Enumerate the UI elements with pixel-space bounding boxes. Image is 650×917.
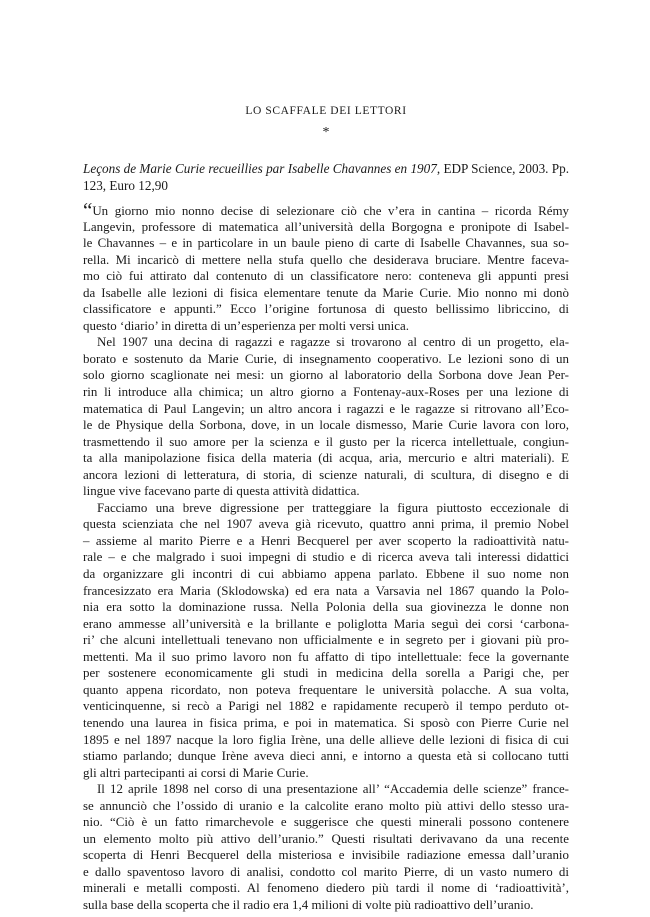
text-line: nia era sotto la dominazione russa. Nella Polonia della sua giovinezza le donne non	[83, 599, 569, 615]
book-citation	[83, 161, 569, 194]
text-line: rella. Mi incaricò di mettere nella stufa quello che desiderava bruciare. Mentre faceva-	[83, 251, 569, 267]
paragraph	[83, 500, 569, 781]
text-line: un elemento molto più attivo dell’uranio.” Questi risultati derivavano da una recente	[83, 830, 569, 846]
text-line: questo ‘diario’ in diretta di un’esperienza per molti versi unica.	[83, 317, 409, 333]
text-line: tenendo una laurea in fisica prima, e poi in matematica. Si sposò con Pierre Curie nel	[83, 714, 569, 730]
text-line: trasmettendo il suo amore per la scienza e il gusto per la ricerca intellettuale, congiun-	[83, 433, 569, 449]
text-line: 1895 e nel 1897 nacque la loro figlia Irène, una delle allieve delle lezioni di fisica di cui	[83, 731, 569, 747]
opening-quote: “	[83, 198, 93, 222]
paragraph	[83, 781, 569, 913]
text-line: da Isabelle alle lezioni di fisica elementare tenute da Marie Curie. Mio nonno mi donò	[83, 284, 569, 300]
text-line: matematica di Paul Langevin; un altro ancora i ragazzi e le ragazze si ritrovano all’Eco-	[83, 400, 569, 416]
text-line: le Chavannes – e in particolare in un baule pieno di carte di Isabelle Chavannes, sua so-	[83, 235, 569, 251]
text-line: ancora lezioni di letteratura, di storia, di scienze naturali, di scultura, di disegno e di	[83, 466, 569, 482]
text-line: – assieme al marito Pierre e a Henri Becquerel per aver scoperto la radioattività natu-	[83, 532, 569, 548]
text-line: questa scienziata che nel 1907 aveva già ricevuto, quattro anni prima, il premio Nobel	[83, 516, 569, 532]
section-ornament: *	[322, 125, 330, 140]
text-line: quanto appena ricordato, non poteva frequentare le università polacche. A sua volta,	[83, 681, 569, 697]
text-line: da organizzare gli incontri di cui abbiamo appena parlato. Ebbene il suo nome non	[83, 566, 569, 582]
review-body	[83, 198, 569, 914]
text-line: stiamo parlando; dunque Irène aveva dieci anni, e intorno a questa età si collocano tutti	[83, 748, 569, 764]
text-line: rin li introduce alla chimica; un altro giorno a Fontenay-aux-Roses per una lezione di	[83, 384, 569, 400]
text-line: se annunciò che l’ossido di uranio e la calcolite erano molto più attivi dello stesso ura-	[83, 797, 569, 813]
text-line: mo ciò fui attirato dal contenuto di un classificatore nero: conteneva gli appunti presi	[83, 268, 569, 284]
book-title: Leçons de Marie Curie recueillies par Isabelle Chavannes en 1907	[83, 161, 437, 176]
text-line: solo giorno scaglionate nei mesi: un giorno al laboratorio della Sorbona dove Jean Per-	[83, 367, 569, 383]
text-line: classificatore e appunti.” Ecco l’origine fortunosa di questo bellissimo libriccino, di	[83, 301, 569, 317]
text-line: Il 12 aprile 1898 nel corso di una presentazione all’ “Accademia delle scienze” france-	[97, 781, 569, 797]
text-line: nio. “Ciò è un fatto rimarchevole e suggerisce che questi minerali possono contenere	[83, 814, 569, 830]
text-line: minerali e metalli composti. Al fenomeno diedero più tardi il nome di ‘radioattività’,	[83, 880, 569, 896]
text-line: erano ammesse all’università e la brillante e poliglotta Maria seguì dei corsi ‘carbona-	[83, 615, 569, 631]
text-line: francesizzato era Maria (Sklodowska) ed era nata a Varsavia nel 1867 quando la Polo-	[83, 582, 569, 598]
text-line: e dallo spaventoso lavoro di analisi, condotto col marito Pierre, di un vasto numero di	[83, 863, 569, 879]
text-line: scoperta di Henri Becquerel della misteriosa e invisibile radiazione emessa dall’uranio	[83, 847, 569, 863]
text-line: borato e sostenuto da Marie Curie, di insegnamento cooperativo. Le lezioni sono di un	[83, 350, 569, 366]
text-line: ta alla manipolazione fisica della materia (di acqua, aria, mercurio e altri materiali). E	[83, 450, 569, 466]
text-line: per sostenere economicamente gli studi in medicina della sorella a Parigi che, per	[83, 665, 569, 681]
text-line: venticinquenne, si recò a Parigi nel 1882 e rapidamente recuperò il tempo perduto ot-	[83, 698, 569, 714]
first-line-text: Un giorno mio nonno decise di selezionare ciò che v’era in cantina – ricorda Rémy	[92, 203, 569, 218]
text-line: lingue vive facevano parte di questa attività didattica.	[83, 483, 360, 499]
paragraph	[83, 198, 569, 334]
text-line: gli altri partecipanti ai corsi di Marie Curie.	[83, 764, 309, 780]
text-line: mettenti. Ma il suo primo lavoro non fu affatto di tipo intellettuale: fece la governante	[83, 648, 569, 664]
running-title: LO SCAFFALE DEI LETTORI	[245, 105, 407, 117]
book-details: , EDP Science, 2003. Pp. 123, Euro 12,90	[83, 161, 569, 193]
text-line: le de Physique della Sorbona, dove, in un locale dismesso, Marie Curie lavora con loro,	[83, 417, 569, 433]
text-line	[83, 198, 569, 222]
text-line: Langevin, professore di matematica all’università della Borgogna e pronipote di Isabel-	[83, 218, 569, 234]
text-line: rale – e che malgrado i suoi impegni di studio e di ricerca aveva tali interessi didattici	[83, 549, 569, 565]
text-line: ri’ che alcuni intellettuali tenevano non ufficialmente e in segreto per i giovani più pro-	[83, 632, 569, 648]
paragraph	[83, 334, 569, 499]
text-line: Nel 1907 una decina di ragazzi e ragazze si trovarono al centro di un progetto, ela-	[97, 334, 569, 350]
text-line: Facciamo una breve digressione per tratteggiare la figura piuttosto eccezionale di	[97, 499, 569, 515]
text-line: sulla base della scoperta che il radio era 1,4 milioni di volte più radioattivo dell’uranio.	[83, 896, 534, 912]
